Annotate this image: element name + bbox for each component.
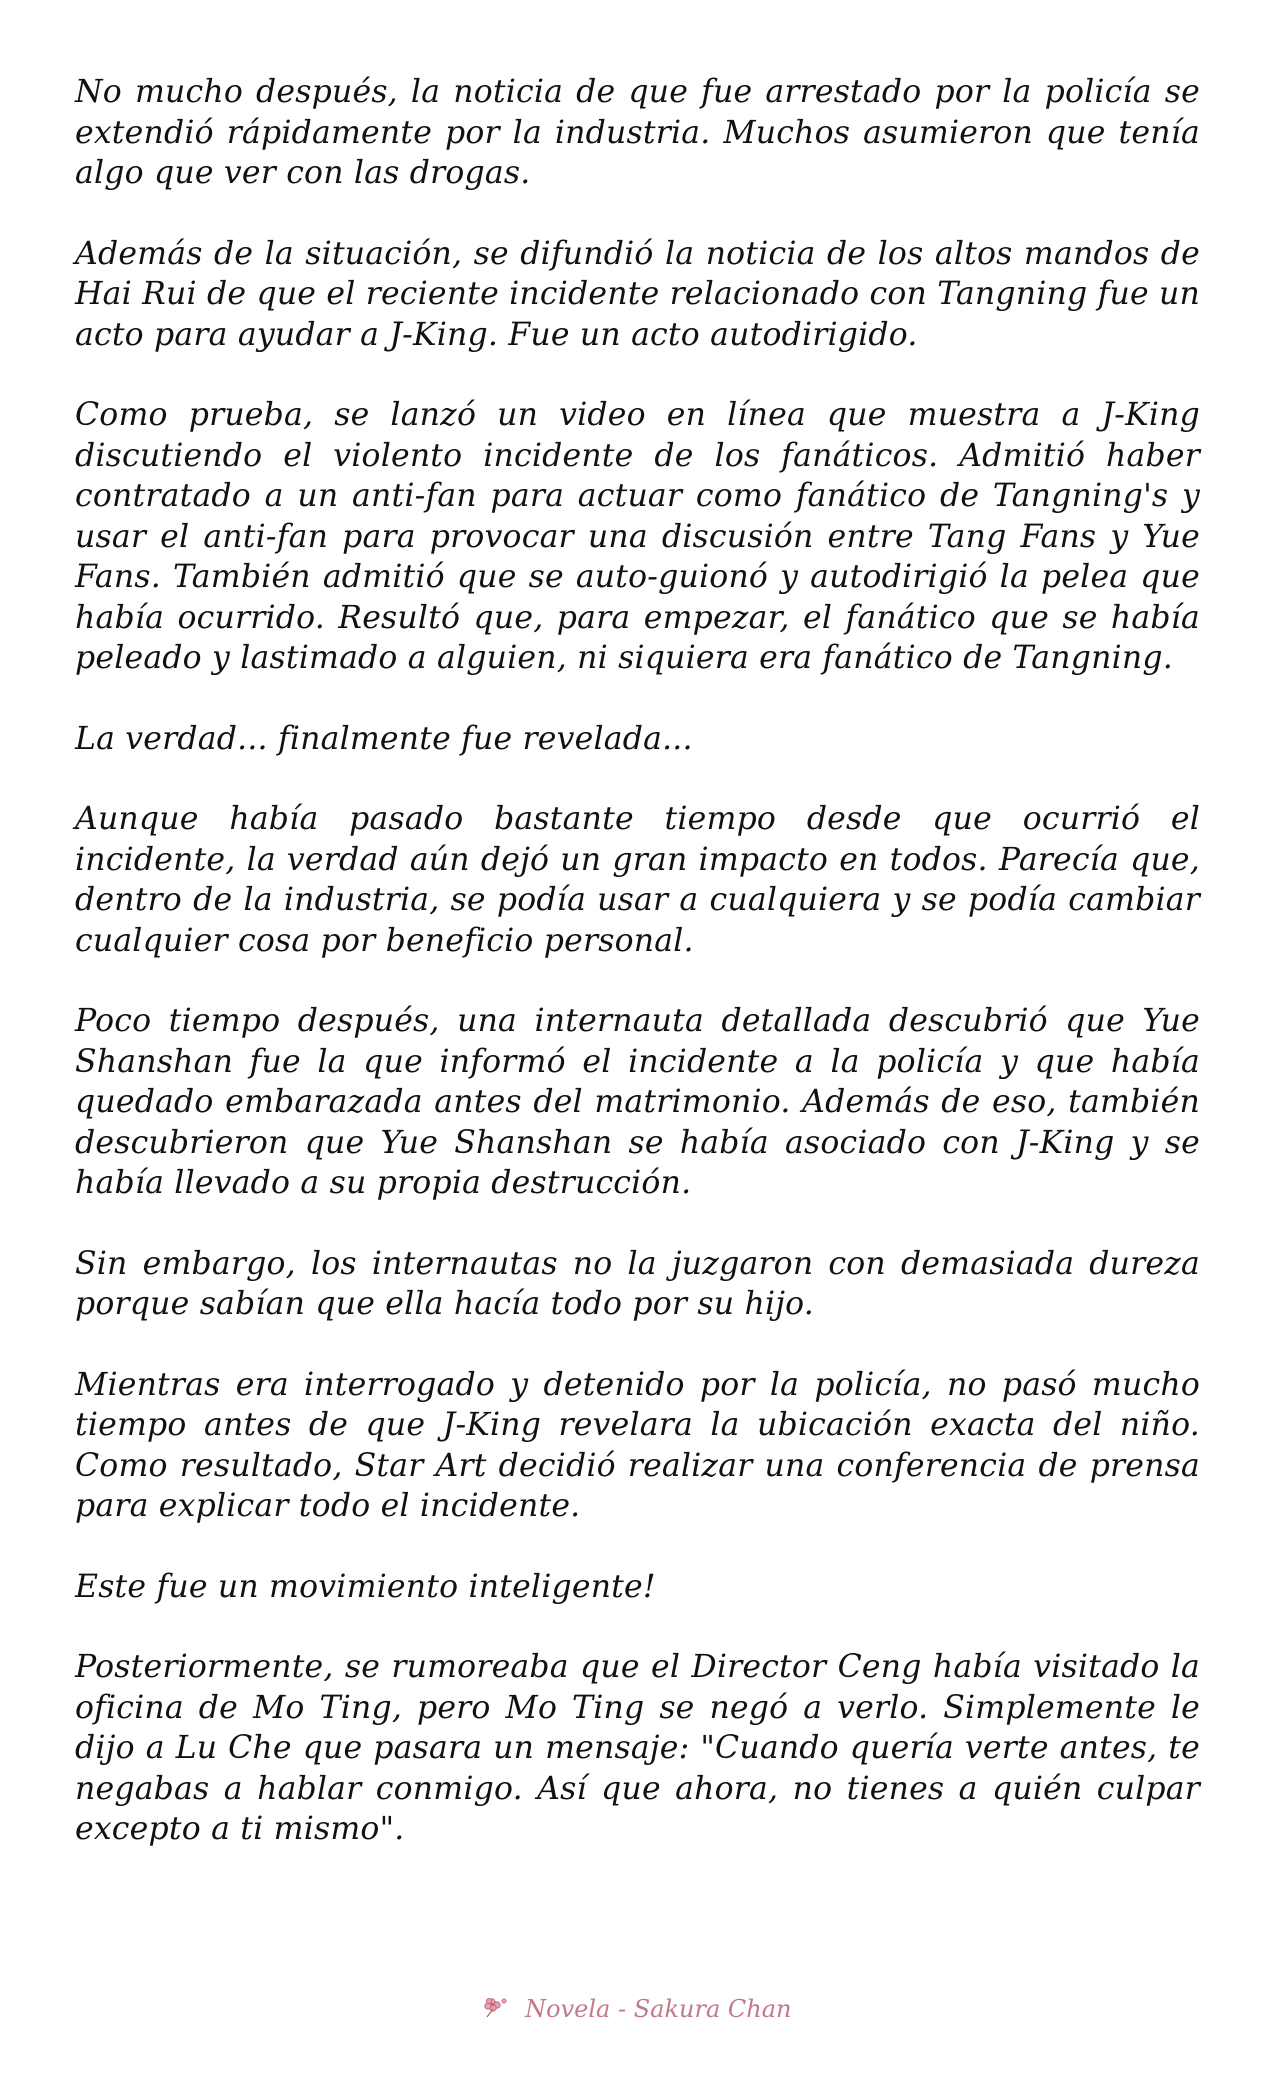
- sakura-flower-icon: [484, 1996, 510, 2026]
- paragraph-4: La verdad... finalmente fue revelada...: [75, 720, 693, 757]
- paragraph-5: Aunque había pasado bastante tiempo desde que ocurrió el incidente, la verdad aún dejó un gran impacto en todos. Parecía que, dentro de la industria, se podía usar a cualquiera y se podía cambiar cualquier cosa por beneficio personal.: [75, 801, 1200, 959]
- watermark-footer: [0, 1995, 1275, 2026]
- document-body: [75, 72, 1200, 1890]
- paragraph-9: Este fue un movimiento inteligente!: [75, 1568, 656, 1605]
- paragraph-8: Mientras era interrogado y detenido por la policía, no pasó mucho tiempo antes de que J-King revelara la ubicación exacta del niño. Como resultado, Star Art decidió realizar una conferencia de prensa para explicar todo el incidente.: [75, 1366, 1200, 1524]
- paragraph-1: No mucho después, la noticia de que fue arrestado por la policía se extendió rápidamente por la industria. Muchos asumieron que tenía algo que ver con las drogas.: [75, 74, 1200, 191]
- paragraph-3: Como prueba, se lanzó un video en línea que muestra a J-King discutiendo el violento incidente de los fanáticos. Admitió haber contratado a un anti-fan para actuar como fanático de Tangning's y usar el anti-fan para provocar una discusión entre Tang Fans y Yue Fans. También admitió que se auto-guionó y autodirigió la pelea que había ocurrido. Resultó que, para empezar, el fanático que se había peleado y lastimado a alguien, ni siquiera era fanático de Tangning.: [75, 397, 1200, 676]
- paragraph-7: Sin embargo, los internautas no la juzgaron con demasiada dureza porque sabían que ella hacía todo por su hijo.: [75, 1245, 1200, 1322]
- watermark-text: Novela - Sakura Chan: [525, 1995, 792, 2023]
- paragraph-2: Además de la situación, se difundió la noticia de los altos mandos de Hai Rui de que el reciente incidente relacionado con Tangning fue un acto para ayudar a J-King. Fue un acto autodirigido.: [75, 235, 1200, 353]
- paragraph-10: Posteriormente, se rumoreaba que el Director Ceng había visitado la oficina de Mo Ting, pero Mo Ting se negó a verlo. Simplemente le dijo a Lu Che que pasara un mensaje: "Cuando quería verte antes, te negabas a hablar conmigo. Así que ahora, no tienes a quién culpar excepto a ti mismo".: [75, 1649, 1200, 1847]
- paragraph-6: Poco tiempo después, una internauta detallada descubrió que Yue Shanshan fue la que informó el incidente a la policía y que había quedado embarazada antes del matrimonio. Además de eso, también descubrieron que Yue Shanshan se había asociado con J-King y se había llevado a su propia destrucción.: [75, 1003, 1200, 1201]
